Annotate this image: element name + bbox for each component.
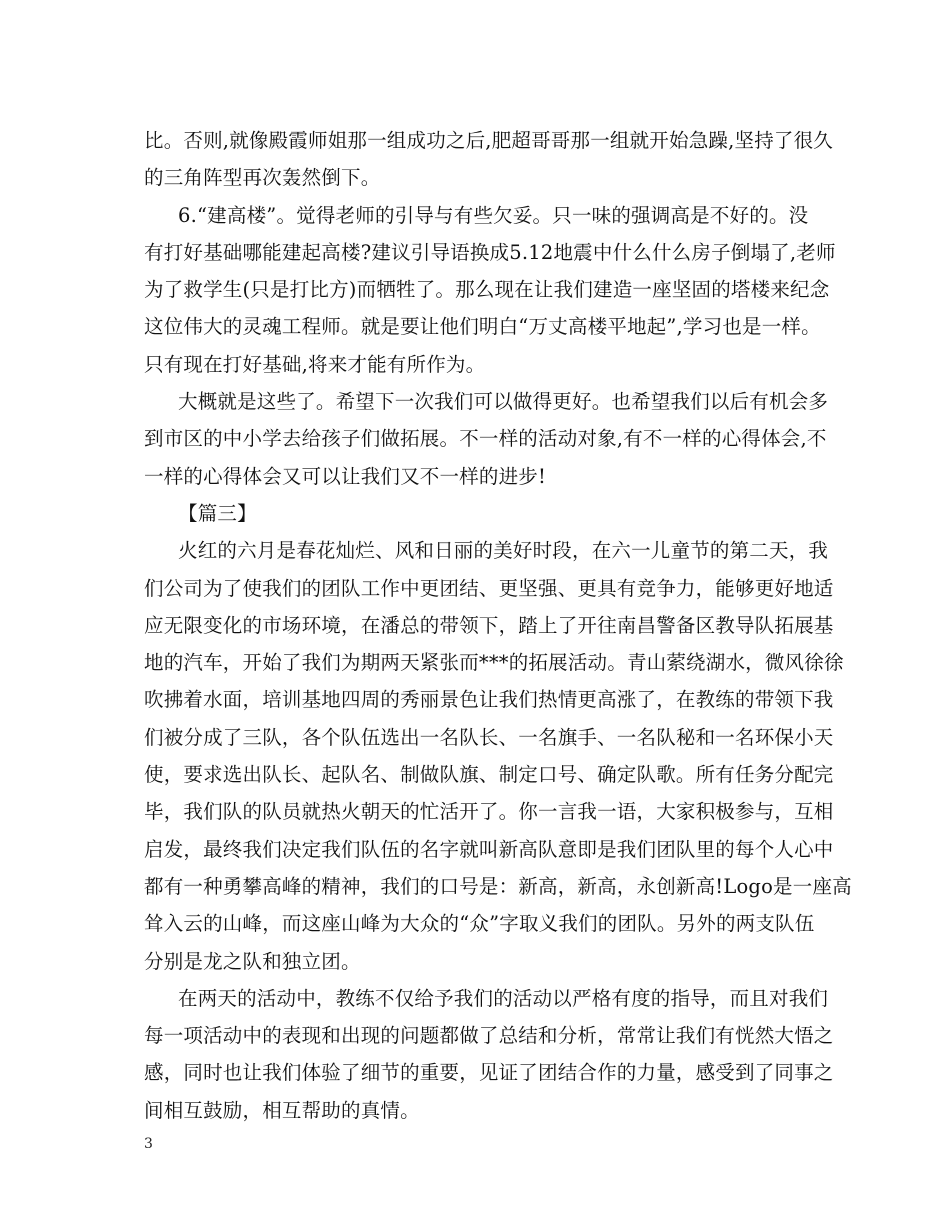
text-line: 吹拂着水面，培训基地四周的秀丽景色让我们热情更高涨了，在教练的带领下我: [144, 688, 834, 712]
text-line: 间相互鼓励，相互帮助的真情。: [144, 1098, 420, 1122]
text-line: 应无限变化的市场环境，在潘总的带领下，踏上了开往南昌警备区教导队拓展基: [144, 613, 834, 637]
text-line: 使，要求选出队长、起队名、制做队旗、制定口号、确定队歌。所有任务分配完: [144, 763, 834, 787]
text-line: 比。否则,就像殿霞师姐那一组成功之后,肥超哥哥那一组就开始急躁,坚持了很久: [144, 129, 833, 152]
text-line: 毕，我们队的队员就热火朝天的忙活开了。你一言我一语，大家积极参与，互相: [144, 800, 834, 824]
text-line: 一样的心得体会又可以让我们又不一样的进步!: [144, 464, 547, 488]
text-line: 在两天的活动中，教练不仅给予我们的活动以严格有度的指导，而且对我们: [178, 986, 829, 1010]
text-line: 大概就是这些了。希望下一次我们可以做得更好。也希望我们以后有机会多: [178, 390, 829, 414]
text-line: 为了救学生(只是打比方)而牺牲了。那么现在让我们建造一座坚固的塔楼来纪念: [144, 278, 830, 302]
text-line: 启发，最终我们决定我们队伍的名字就叫新高队意即是我们团队里的每个人心中: [144, 837, 834, 861]
text-line: 们被分成了三队，各个队伍选出一名队长、一名旗手、一名队秘和一名环保小天: [144, 725, 834, 749]
text-line: 耸入云的山峰，而这座山峰为大众的“众”字取义我们的团队。另外的两支队伍: [144, 912, 815, 936]
text-line: 分别是龙之队和独立团。: [144, 949, 361, 973]
text-line: 地的汽车，开始了我们为期两天紧张而***的拓展活动。青山萦绕湖水，微风徐徐: [144, 651, 844, 675]
text-line: 6.“建高楼”。觉得老师的引导与有些欠妥。只一味的强调高是不好的。没: [178, 203, 809, 227]
text-line: 的三角阵型再次轰然倒下。: [144, 166, 381, 190]
text-line: 到市区的中小学去给孩子们做拓展。不一样的活动对象,有不一样的心得体会,不: [144, 427, 827, 451]
page-number: 3: [144, 1136, 153, 1152]
document-body: [144, 122, 852, 1129]
section-heading: 【篇三】: [178, 501, 257, 525]
text-line: 每一项活动中的表现和出现的问题都做了总结和分析，常常让我们有恍然大悟之: [144, 1024, 834, 1048]
text-line: 都有一种勇攀高峰的精神，我们的口号是：新高，新高，永创新高!Logo是一座高: [144, 874, 852, 898]
text-line: 这位伟大的灵魂工程师。就是要让他们明白“万丈高楼平地起”,学习也是一样。: [144, 315, 821, 339]
text-line: 感，同时也让我们体验了细节的重要，见证了团结合作的力量，感受到了同事之: [144, 1061, 834, 1085]
text-line: 们公司为了使我们的团队工作中更团结、更坚强、更具有竞争力，能够更好地适: [144, 576, 834, 600]
text-line: 火红的六月是春花灿烂、风和日丽的美好时段，在六一儿童节的第二天，我: [178, 539, 829, 563]
text-line: 有打好基础哪能建起高楼?建议引导语换成5.12地震中什么什么房子倒塌了,老师: [144, 240, 836, 264]
text-line: 只有现在打好基础,将来才能有所作为。: [144, 352, 486, 376]
